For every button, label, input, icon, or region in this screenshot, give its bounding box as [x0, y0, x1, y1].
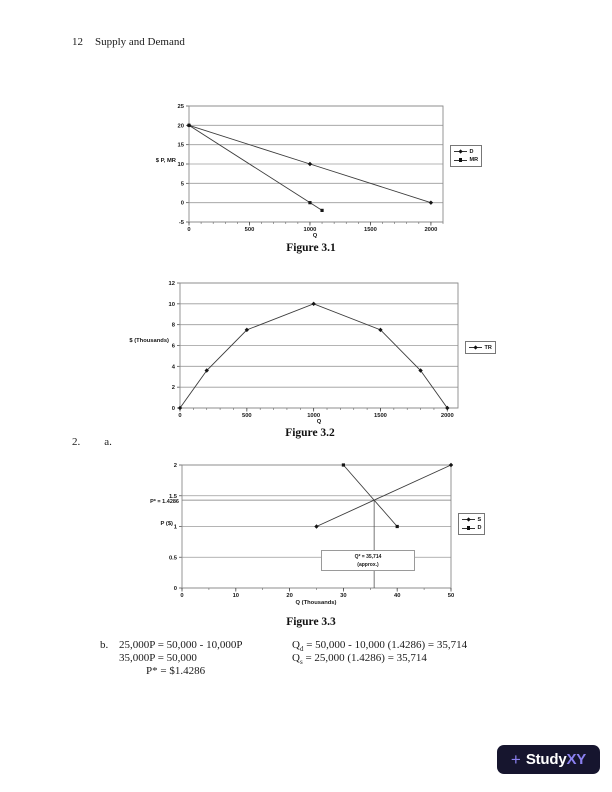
legend-line: [454, 150, 467, 154]
y-tick-label: 1.5: [168, 493, 177, 500]
y-tick-label: 10: [177, 162, 184, 168]
figure-3-3-plot: [135, 450, 505, 610]
problem-item-row: [72, 436, 112, 448]
figure-3-2-x-axis-label: Q: [316, 419, 322, 425]
qs-rest: = 25,000 (1.4286) = 35,714: [302, 652, 427, 664]
series-line-TR: [180, 304, 447, 408]
figure-3-1-legend: [450, 145, 482, 167]
problem-number: 2.: [72, 436, 81, 448]
figure-3-2-caption: Figure 3.2: [285, 427, 335, 439]
problem-letter: a.: [104, 436, 112, 448]
x-tick-label: 50: [447, 593, 455, 599]
figure-3-3-x-axis-label: Q (Thousands): [295, 600, 337, 606]
marker-square-icon: [396, 525, 399, 528]
logo-text-accent: XY: [566, 750, 587, 768]
y-tick-label: 8: [171, 322, 175, 329]
legend-label: TR: [484, 344, 492, 351]
figure-3-1: [140, 95, 505, 260]
x-tick-label: 2000: [440, 413, 454, 419]
y-tick-label: 5: [180, 181, 184, 188]
figure-3-2-plot: [125, 270, 505, 425]
x-tick-label: 10: [232, 593, 240, 599]
marker-diamond-icon: [308, 162, 312, 166]
series-line-MR: [189, 125, 322, 210]
legend-line: [462, 526, 475, 530]
x-tick-label: 500: [241, 413, 252, 419]
y-tick-label: 4: [171, 364, 175, 371]
figure-3-3-y-axis-label: P ($): [160, 521, 173, 527]
solution-equation-3: P* = $1.4286: [146, 665, 206, 677]
x-tick-label: 500: [244, 227, 255, 233]
solution-part-b-label: b.: [100, 639, 109, 651]
y-tick-label: 2: [171, 385, 175, 392]
figure-3-1-y-axis-label: $ P, MR: [155, 158, 176, 164]
figure-3-3-legend: [458, 513, 485, 535]
y-tick-label: -5: [178, 220, 184, 226]
y-tick-label: 10: [168, 301, 175, 308]
marker-diamond-icon: [429, 200, 433, 204]
legend-entry: [454, 157, 478, 163]
figure-3-1-x-axis-label: Q: [312, 233, 318, 239]
marker-diamond-icon: [311, 302, 315, 306]
figure-3-3: [135, 450, 505, 630]
legend-line: [454, 158, 467, 162]
legend-entry: [462, 517, 481, 523]
legend-entry: [454, 149, 478, 155]
solution-qd-equation: [292, 639, 467, 651]
y-tick-label: 20: [177, 123, 184, 130]
marker-diamond-icon: [449, 463, 453, 467]
marker-square-icon: [308, 201, 311, 204]
qs-base: Q: [292, 652, 300, 664]
legend-label: D: [477, 525, 482, 531]
y-tick-label: 12: [168, 281, 175, 287]
legend-marker-square-icon: [459, 158, 462, 161]
y-tick-label: 25: [177, 104, 184, 110]
x-tick-label: 20: [286, 593, 293, 599]
legend-label: S: [477, 516, 482, 523]
x-tick-label: 0: [180, 593, 184, 599]
marker-square-icon: [187, 124, 190, 127]
legend-entry: [462, 525, 481, 531]
marker-square-icon: [342, 463, 345, 466]
y-tick-label: 0: [180, 200, 184, 207]
q-star-approx: (approx.): [357, 562, 379, 568]
legend-marker-diamond-icon: [473, 345, 478, 350]
legend-line: [462, 518, 475, 522]
figure-3-2: [125, 270, 505, 445]
legend-label: D: [469, 148, 474, 155]
page-header: [72, 36, 185, 48]
y-tick-label: 0: [171, 406, 175, 412]
q-star-value: Q* = 35,714: [354, 554, 382, 560]
qd-rest: = 50,000 - 10,000 (1.4286) = 35,714: [303, 639, 468, 651]
x-tick-label: 0: [178, 413, 182, 419]
q-star-annotation: [321, 550, 415, 571]
solution-equation-2: 35,000P = 50,000: [119, 652, 197, 664]
y-tick-label: 6: [171, 343, 175, 350]
x-tick-label: 1500: [374, 413, 387, 419]
solution-equation-1: 25,000P = 50,000 - 10,000P: [119, 639, 243, 651]
solution-qs-equation: [292, 652, 427, 664]
legend-marker-diamond-icon: [458, 149, 463, 154]
marker-diamond-icon: [314, 524, 318, 528]
legend-line: [469, 346, 482, 350]
figure-3-2-legend: [465, 341, 496, 354]
legend-marker-diamond-icon: [466, 517, 471, 522]
marker-square-icon: [320, 209, 323, 212]
qd-subscript: d: [299, 645, 304, 653]
x-tick-label: 30: [340, 593, 347, 599]
y-tick-label: 0.5: [168, 555, 177, 562]
studyxy-logo: [497, 745, 600, 774]
x-tick-label: 0: [187, 227, 191, 233]
x-tick-label: 40: [393, 593, 401, 599]
logo-text-primary: Study: [525, 750, 567, 768]
qs-subscript: s: [299, 658, 303, 666]
x-tick-label: 1000: [307, 413, 321, 419]
logo-text: [526, 751, 586, 769]
legend-marker-square-icon: [467, 526, 470, 529]
figure-3-3-caption: Figure 3.3: [286, 616, 336, 628]
y-tick-label: 0: [173, 586, 177, 592]
figure-3-1-caption: Figure 3.1: [286, 242, 336, 254]
page-number: 12: [72, 36, 83, 48]
figure-3-1-plot: [140, 95, 505, 245]
x-tick-label: 2000: [424, 227, 438, 233]
figure-3-2-y-axis-label: $ (Thousands): [129, 338, 169, 344]
x-tick-label: 1000: [303, 227, 317, 233]
legend-label: MR: [469, 157, 479, 163]
legend-entry: [469, 345, 492, 351]
plus-icon: +: [510, 749, 521, 769]
y-tick-label: 15: [177, 142, 184, 149]
chapter-title: Supply and Demand: [95, 36, 185, 48]
y-tick-label: 2: [173, 463, 177, 469]
x-tick-label: 1500: [363, 227, 377, 233]
y-tick-label: 1: [173, 524, 177, 531]
qd-base: Q: [292, 639, 300, 651]
p-star-annotation: P* = 1.4286: [150, 499, 179, 505]
